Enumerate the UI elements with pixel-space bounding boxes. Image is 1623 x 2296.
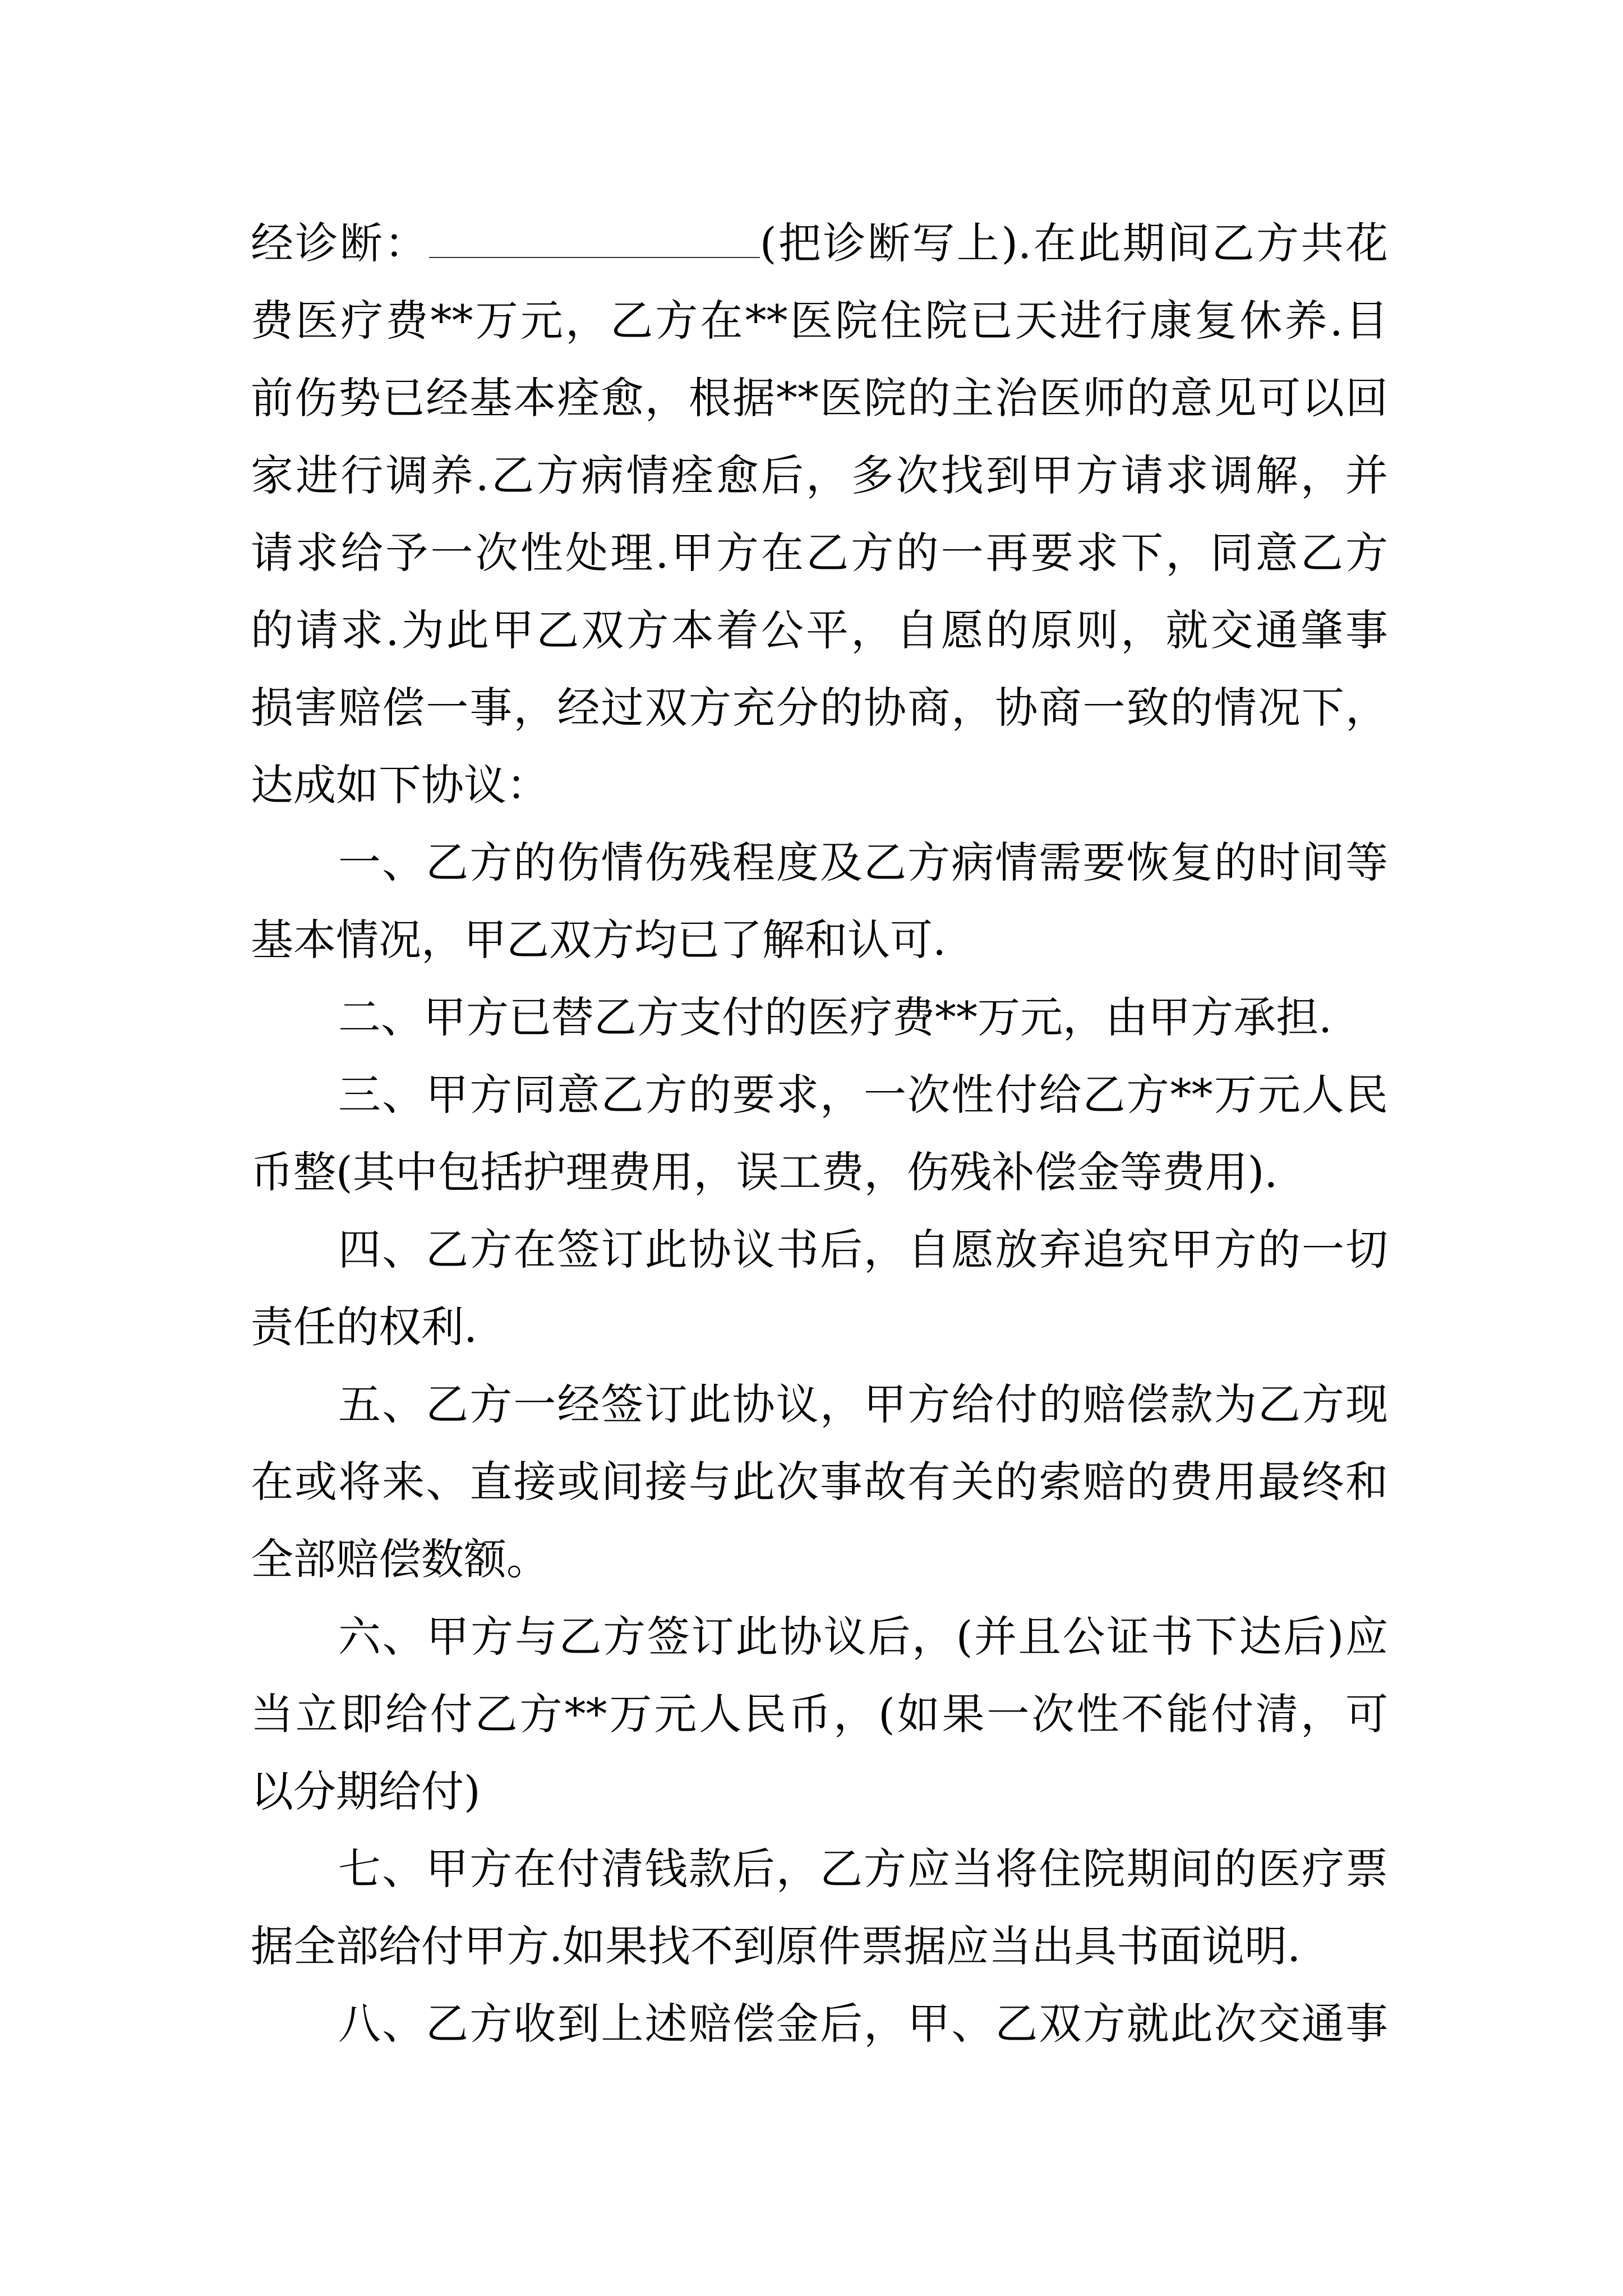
text-line: 三、甲方同意乙方的要求，一次性付给乙方**万元人民	[338, 1070, 1388, 1120]
diagnosis-label: 经诊断：	[251, 218, 429, 268]
text-line: 基本情况，甲乙双方均已了解和认可.	[251, 915, 947, 965]
text-line: 费医疗费**万元，乙方在**医院住院已天进行康复休养.目	[251, 296, 1388, 346]
text-line: 家进行调养.乙方病情痊愈后，多次找到甲方请求调解，并	[251, 450, 1388, 500]
text-line: 当立即给付乙方**万元人民币，(如果一次性不能付清，可	[251, 1689, 1388, 1739]
diagnosis-blank-underline	[429, 223, 760, 258]
text-line: 五、乙方一经签订此协议，甲方给付的赔偿款为乙方现	[338, 1379, 1388, 1429]
text-line: 在或将来、直接或间接与此次事故有关的索赔的费用最终和	[251, 1457, 1388, 1507]
document-body	[251, 205, 1388, 2063]
text-line: 达成如下协议：	[251, 760, 549, 810]
text-line: 前伤势已经基本痊愈，根据**医院的主治医师的意见可以回	[251, 373, 1388, 423]
text-line: 七、甲方在付清钱款后，乙方应当将住院期间的医疗票	[338, 1844, 1388, 1894]
text-line: 一、乙方的伤情伤残程度及乙方病情需要恢复的时间等	[338, 838, 1388, 887]
clause-3	[251, 1056, 1388, 1211]
text-line: 八、乙方收到上述赔偿金后，甲、乙双方就此次交通事	[338, 1999, 1388, 2049]
text-line: 以分期给付)	[251, 1766, 481, 1816]
text-line: 四、乙方在签订此协议书后，自愿放弃追究甲方的一切	[338, 1225, 1388, 1274]
text-line	[251, 205, 1388, 282]
text-line: 币整(其中包括护理费用，误工费，伤残补偿金等费用).	[251, 1147, 1278, 1197]
clause-1	[251, 824, 1388, 979]
text-line: 六、甲方与乙方签订此协议后，(并且公证书下达后)应	[338, 1612, 1388, 1662]
diagnosis-note: (把诊断写上).在此期间乙方共花	[759, 218, 1389, 268]
clause-5	[251, 1366, 1388, 1598]
clause-2	[251, 979, 1388, 1056]
text-line: 据全部给付甲方.如果找不到原件票据应当出具书面说明.	[251, 1921, 1301, 1971]
text-line: 二、甲方已替乙方支付的医疗费**万元，由甲方承担.	[338, 992, 1332, 1042]
text-line: 全部赔偿数额。	[251, 1534, 549, 1584]
text-line: 损害赔偿一事，经过双方充分的协商，协商一致的情况下，	[251, 683, 1388, 733]
clause-8	[251, 1985, 1388, 2063]
clause-7	[251, 1830, 1388, 1985]
text-line: 责任的权利.	[251, 1302, 478, 1352]
clause-6	[251, 1598, 1388, 1830]
intro-paragraph	[251, 205, 1388, 824]
text-line: 的请求.为此甲乙双方本着公平，自愿的原则，就交通肇事	[251, 605, 1388, 655]
text-line: 请求给予一次性处理.甲方在乙方的一再要求下，同意乙方	[251, 528, 1388, 578]
clause-4	[251, 1211, 1388, 1366]
